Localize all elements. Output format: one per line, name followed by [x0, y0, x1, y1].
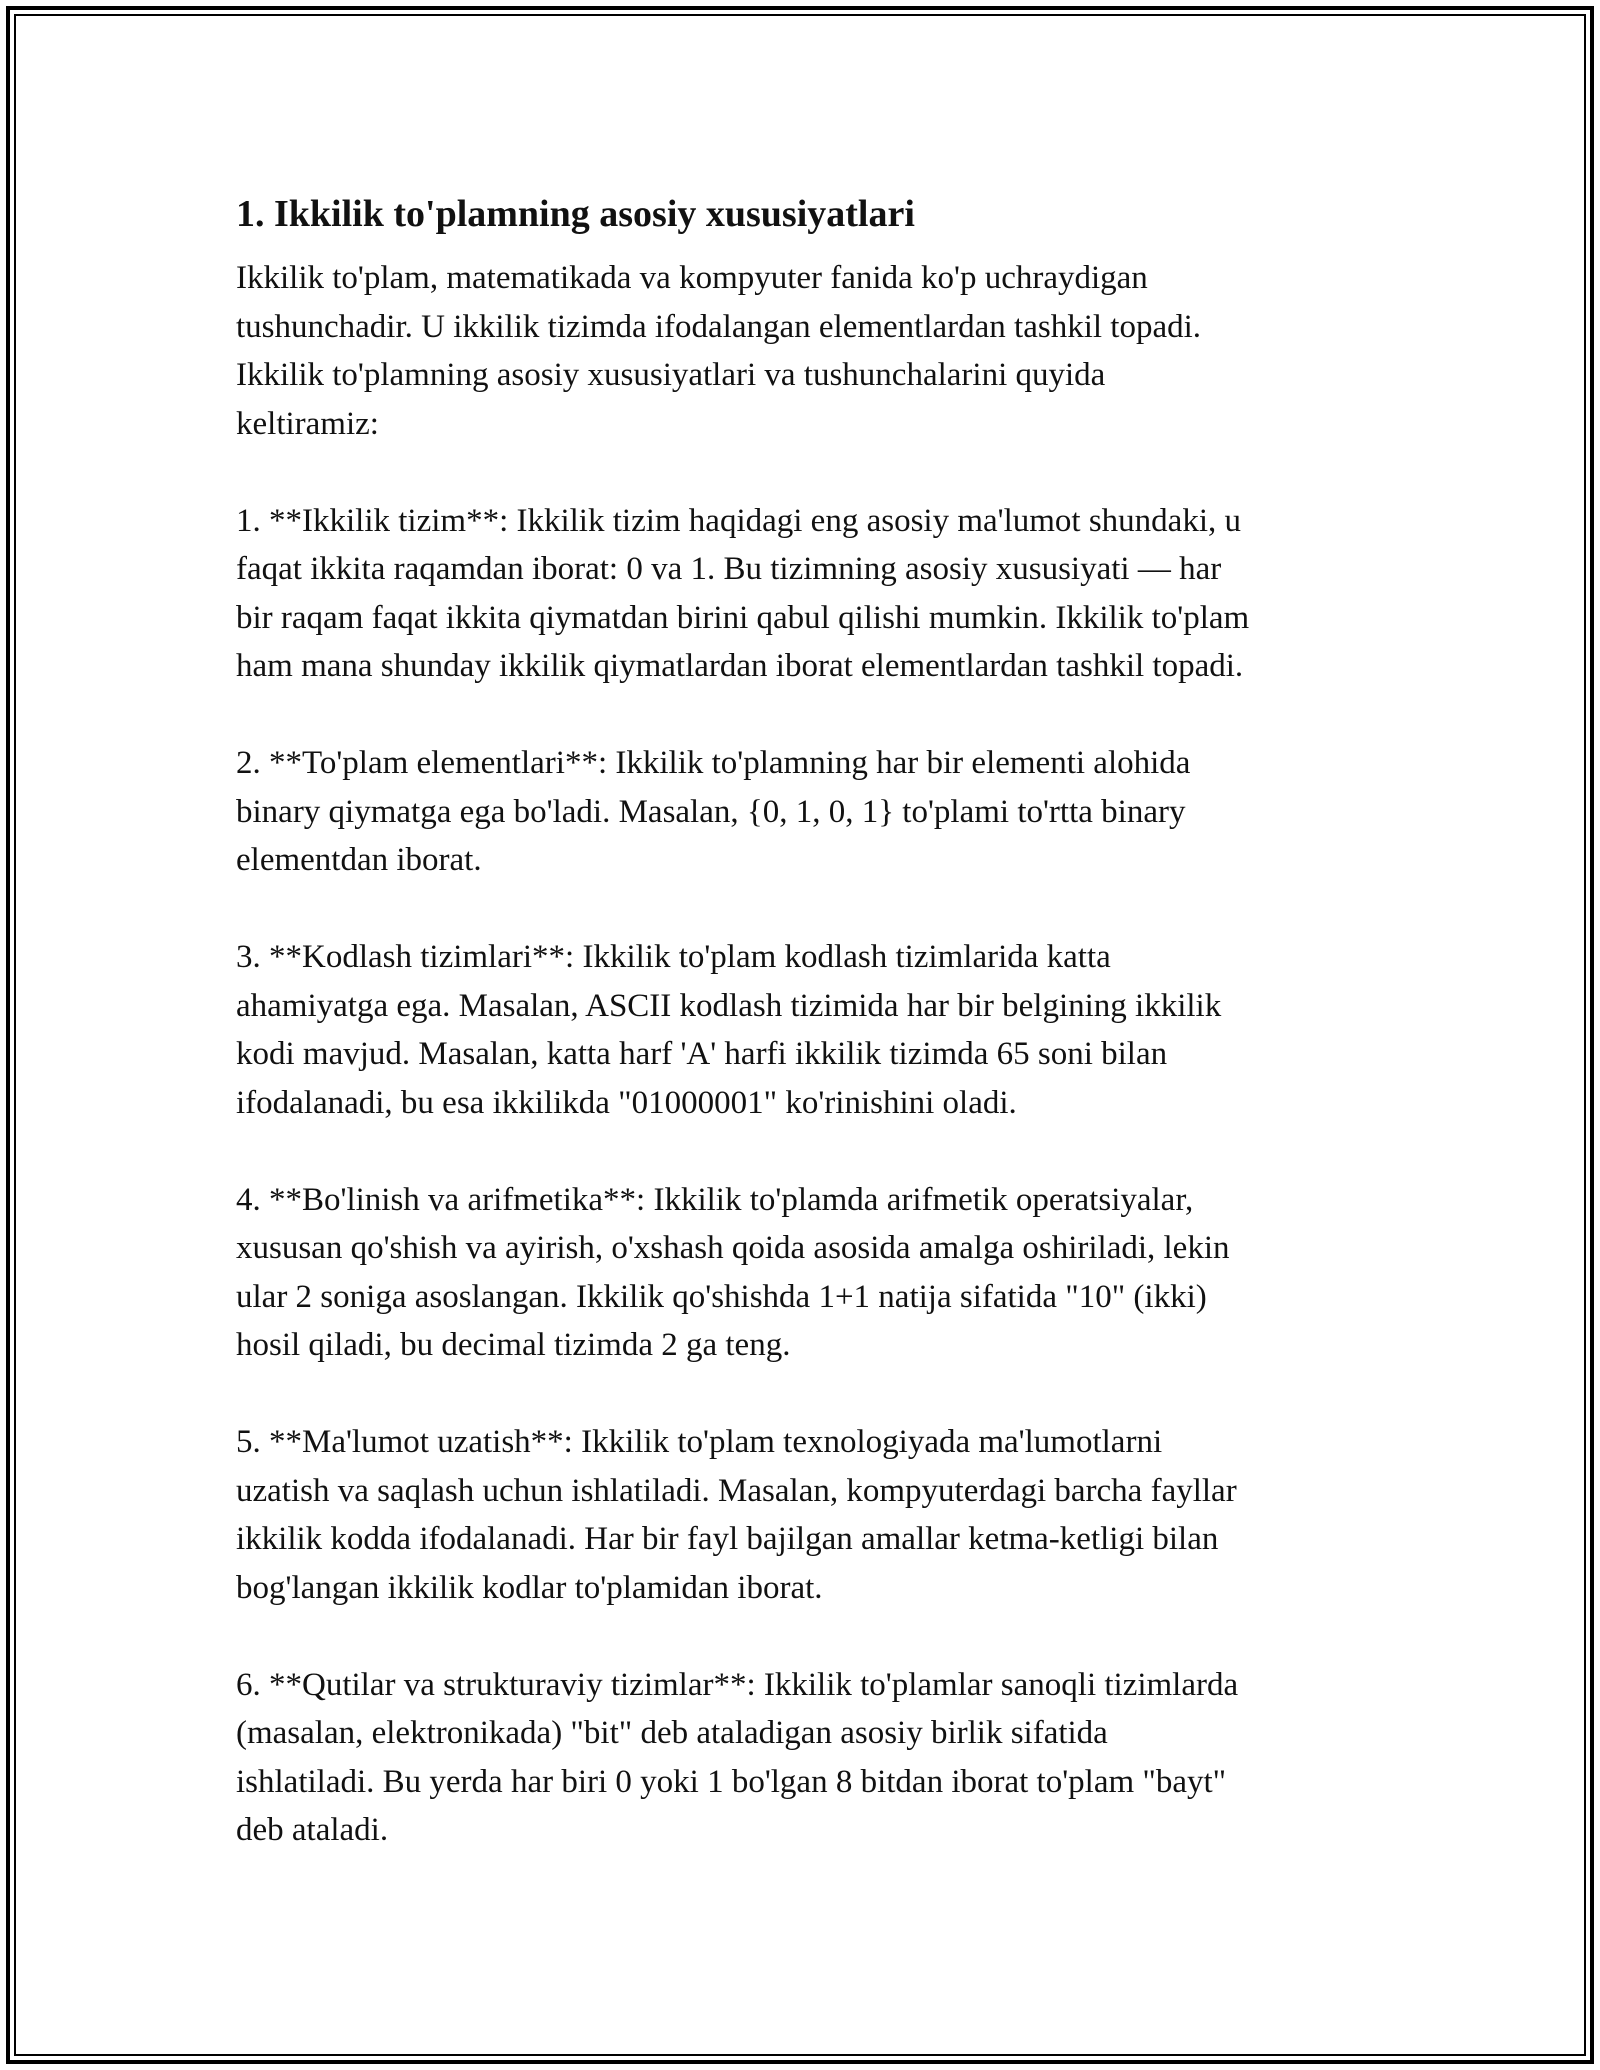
intro-paragraph: Ikkilik to'plam, matematikada va kompyuter fanida ko'p uchraydigan tushunchadir. U ikkilik tizimda ifodalangan elementlardan tashkil topadi. Ikkilik to'plamning asosiy xususiyatlari va tushunchalarini quyida keltiramiz: [236, 260, 1202, 442]
paragraph-qutilar-tizimlar: 6. **Qutilar va strukturaviy tizimlar**: Ikkilik to'plamlar sanoqli tizimlarda (masalan, elektronikada) "bit" deb ataladigan asosiy birlik sifatida ishlatiladi. Bu yerda har biri 0 yoki 1 bo'lgan 8 bitdan iborat to'plam "bayt" deb ataladi. [236, 1666, 1239, 1848]
document-body [236, 186, 1366, 1903]
paragraph-bolinish-arifmetika: 4. **Bo'linish va arifmetika**: Ikkilik to'plamda arifmetik operatsiyalar, xususan qo'shish va ayirish, o'xshash qoida asosida amalga oshiriladi, lekin ular 2 soniga asoslangan. Ikkilik qo'shishda 1+1 natija sifatida "10" (ikki) hosil qiladi, bu decimal tizimda 2 ga teng. [236, 1181, 1230, 1363]
paragraph-kodlash-tizimlari: 3. **Kodlash tizimlari**: Ikkilik to'plam kodlash tizimlarida katta ahamiyatga ega. Masalan, ASCII kodlash tizimida har bir belgining ikkilik kodi mavjud. Masalan, katta harf 'A' harfi ikkilik tizimda 65 soni bilan ifodalanadi, bu esa ikkilikda "01000001" ko'rinishini oladi. [236, 939, 1222, 1121]
paragraph-toplam-elementlari: 2. **To'plam elementlari**: Ikkilik to'plamning har bir elementi alohida binary qiymatga ega bo'ladi. Masalan, {0, 1, 0, 1} to'plami to'rtta binary elementdan iborat. [236, 745, 1191, 878]
paragraph-ikkilik-tizim: 1. **Ikkilik tizim**: Ikkilik tizim haqidagi eng asosiy ma'lumot shundaki, u faqat ikkita raqamdan iborat: 0 va 1. Bu tizimning asosiy xususiyati — har bir raqam faqat ikkita qiymatdan birini qabul qilishi mumkin. Ikkilik to'plam ham mana shunday ikkilik qiymatlardan iborat elementlardan tashkil topadi. [236, 502, 1250, 684]
paragraph-malumot-uzatish: 5. **Ma'lumot uzatish**: Ikkilik to'plam texnologiyada ma'lumotlarni uzatish va saqlash uchun ishlatiladi. Masalan, kompyuterdagi barcha fayllar ikkilik kodda ifodalanadi. Har bir fayl bajilgan amallar ketma-ketligi bilan bog'langan ikkilik kodlar to'plamidan iborat. [236, 1424, 1237, 1606]
document-title: 1. Ikkilik to'plamning asosiy xususiyatlari [236, 193, 915, 235]
